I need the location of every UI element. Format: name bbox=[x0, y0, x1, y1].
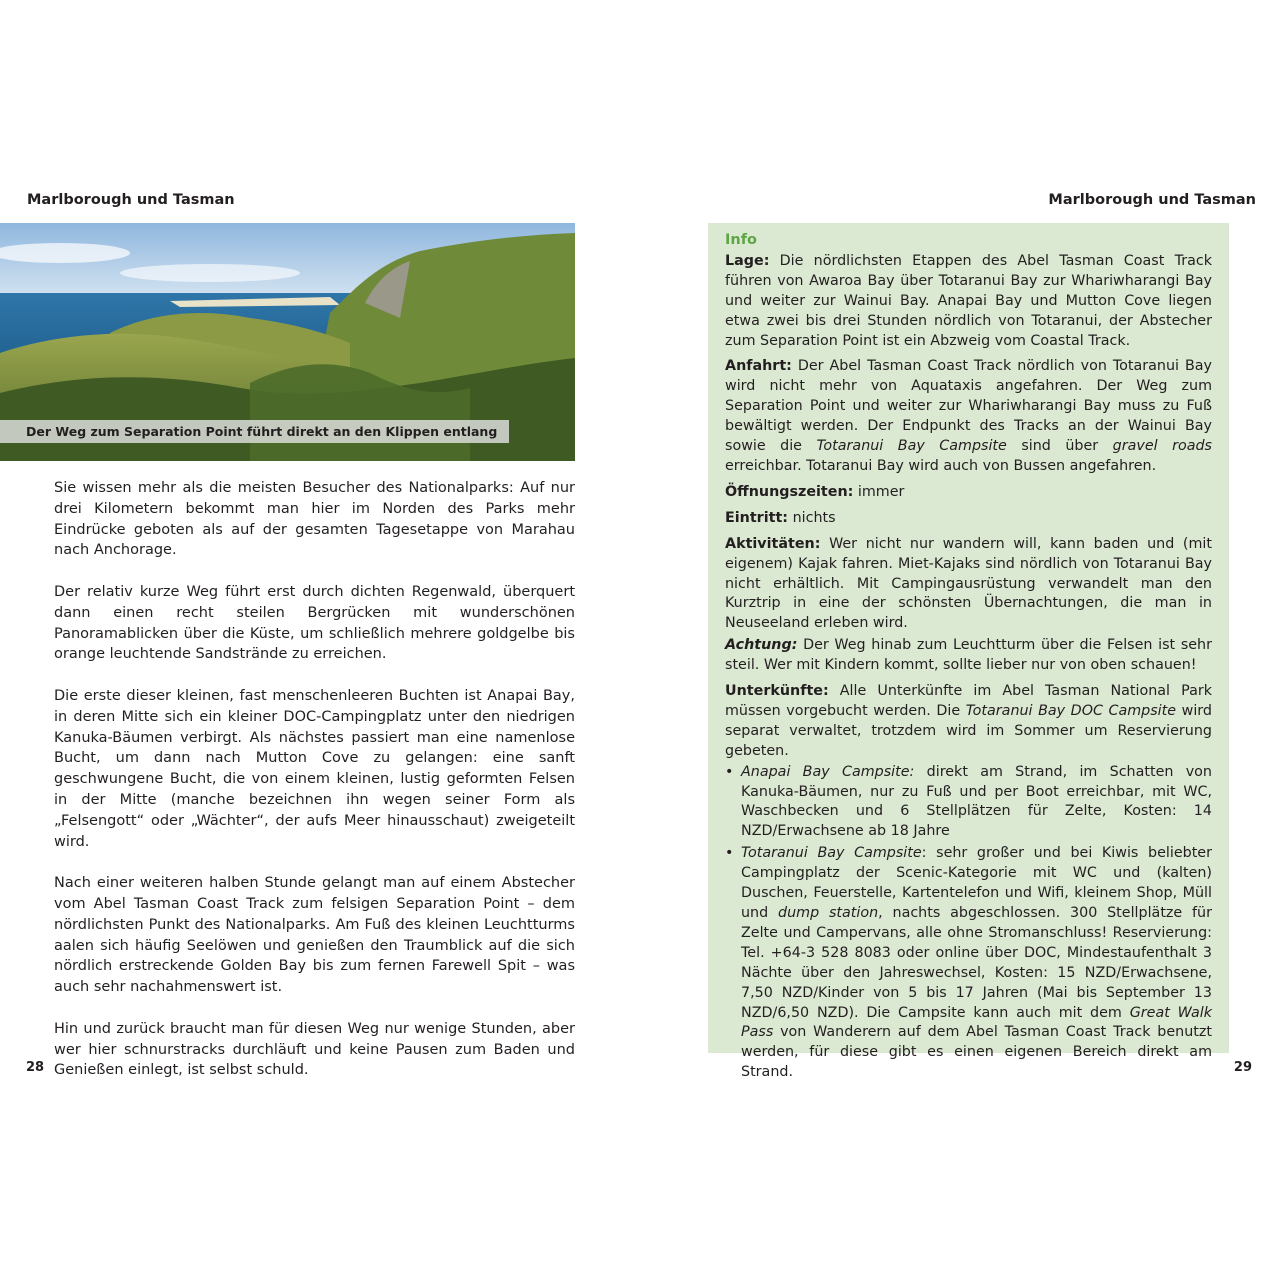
info-anfahrt bbox=[725, 357, 1212, 476]
text-anfahrt: erreichbar. Totaranui Bay wird auch von Bussen angefahren. bbox=[725, 457, 1157, 474]
italic-dump-station: dump station bbox=[778, 905, 879, 921]
italic-great-walk-pass: Great Walk Pass bbox=[741, 1004, 1212, 1041]
text-aktivitaeten: Wer nicht nur wandern will, kann baden und (mit eigenem) Kajak fahren. Miet-Kajaks sind nördlich von Totaranui Bay nicht erhältlich. Mit Campingausrüstung verwandelt man den Kurztrip in eine der schönsten Übernachtungen, die man in Neuseeland erleben wird. bbox=[725, 535, 1212, 632]
info-title: Info bbox=[725, 232, 757, 248]
campsite-details: von Wanderern auf dem Abel Tasman Coast Track benutzt werden, für diese gibt es einen eigenen Bereich direkt am Strand. bbox=[741, 1024, 1212, 1081]
list-item bbox=[725, 763, 1212, 843]
text-achtung: Der Weg hinab zum Leuchtturm über die Felsen ist sehr steil. Wer mit Kindern kommt, sollte lieber nur von oben schauen! bbox=[725, 637, 1212, 674]
photo-caption: Der Weg zum Separation Point führt direkt an den Klippen entlang bbox=[0, 420, 509, 443]
text-oeffnungszeiten: immer bbox=[853, 483, 905, 500]
paragraph: Die erste dieser kleinen, fast menschenleeren Buchten ist Anapai Bay, in deren Mitte sich ein kleiner DOC-Campingplatz unter den niedrigen Kanuka-Bäumen verbirgt. Als nächstes passiert man eine namenlose Bucht, um dann nach Mutton Cove zu gelangen: eine sanft geschwungene Bucht, die von einem kleinen, lustig geformten Felsen in der Mitte (manche bezeichnen ihn wegen seiner Form als „Felsengott“ oder „Wächter“, der aufs Meer hinausschaut) zweigeteilt wird. bbox=[54, 687, 575, 850]
list-item bbox=[725, 844, 1212, 1083]
campsite-details: : sehr großer und bei Kiwis beliebter Campingplatz der Scenic-Kategorie mit WC und (kalten) Duschen, Feuerstelle, Kartentelefon und Wifi, kleinem Shop, Müll und bbox=[741, 845, 1212, 921]
label-unterkuenfte: Unterkünfte: bbox=[725, 683, 829, 700]
italic-doc-campsite: Totaranui Bay DOC Campsite bbox=[965, 702, 1177, 719]
label-anfahrt: Anfahrt: bbox=[725, 358, 792, 375]
paragraph: Sie wissen mehr als die meisten Besucher des Nationalparks: Auf nur drei Kilometern bekommt man hier im Norden des Parks mehr Eindrücke geboten als auf der gesamten Tagesetappe von Marahau nach Anchorage. bbox=[54, 480, 575, 559]
info-oeffnungszeiten bbox=[725, 483, 1212, 503]
campsite-list bbox=[725, 763, 1212, 1084]
italic-gravel-roads: gravel roads bbox=[1112, 438, 1212, 455]
info-unterkuenfte bbox=[725, 682, 1212, 762]
info-lage bbox=[725, 252, 1212, 352]
label-eintritt: Eintritt: bbox=[725, 509, 789, 526]
page-number-left: 28 bbox=[26, 1060, 45, 1075]
campsite-name: Anapai Bay Campsite: bbox=[741, 763, 915, 780]
paragraph: Nach einer weiteren halben Stunde gelangt man auf einem Abstecher vom Abel Tasman Coast Track zum felsigen Separation Point – dem nördlichsten Punkt des Nationalparks. Am Fuß des kleinen Leuchtturms aalen sich häufig Seelöwen und genießen den Traumblick auf die sich nördlich erstreckende Golden Bay bis zum fernen Farewell Spit – was auch sehr nachahmenswert ist. bbox=[54, 875, 575, 996]
running-head-left: Marlborough und Tasman bbox=[27, 192, 235, 208]
label-achtung: Achtung: bbox=[725, 637, 798, 654]
text-unterkuenfte: wird separat verwaltet, trotzdem wird im Sommer um Reservierung gebeten. bbox=[725, 702, 1212, 759]
cloud bbox=[120, 264, 300, 282]
info-box bbox=[708, 223, 1229, 1081]
bullet-icon: • bbox=[725, 845, 734, 862]
campsite-details: direkt am Strand, im Schatten von Kanuka-Bäumen, nur zu Fuß und per Boot erreichbar, mit WC, Waschbecken und 6 Stellplätzen für Zelte, Kosten: 14 NZD/Erwachsene ab 18 Jahre bbox=[741, 763, 1212, 840]
running-head-right: Marlborough und Tasman bbox=[1048, 192, 1256, 208]
italic-campsite: Totaranui Bay Campsite bbox=[816, 438, 1007, 455]
info-achtung bbox=[725, 636, 1212, 676]
main-text-column bbox=[54, 478, 575, 1102]
text-eintritt: nichts bbox=[788, 509, 836, 526]
info-eintritt bbox=[725, 509, 1212, 529]
text-anfahrt: sind über bbox=[1006, 438, 1113, 455]
paragraph: Der relativ kurze Weg führt erst durch dichten Regenwald, überquert dann einen recht steilen Bergrücken mit wunderschönen Panoramablicken über die Küste, um schließlich mehrere goldgelbe bis orange leuchtende Sandstrände zu erreichen. bbox=[54, 583, 575, 663]
campsite-name: Totaranui Bay Campsite bbox=[741, 845, 922, 862]
label-oeffnungszeiten: Öffnungszeiten: bbox=[725, 483, 854, 500]
bullet-icon: • bbox=[725, 763, 734, 780]
text-lage: Die nördlichsten Etappen des Abel Tasman Coast Track führen von Awaroa Bay über Totaranui Bay zur Whariwharangi Bay und weiter zur Wainui Bay. Anapai Bay und Mutton Cove liegen etwa zwei bis drei Stunden nördlich von Totaranui, der Abstecher zum Separation Point ist ein Abzweig vom Coastal Track. bbox=[725, 252, 1212, 349]
text-unterkuenfte: Alle Unterkünfte im Abel Tasman National Park müssen vorgebucht werden. Die bbox=[725, 683, 1212, 719]
paragraph: Hin und zurück braucht man für diesen Weg nur wenige Stunden, aber wer hier schnurstracks durchläuft und keine Pausen zum Baden und Genießen einlegt, ist selbst schuld. bbox=[54, 1020, 575, 1079]
text-anfahrt: Der Abel Tasman Coast Track nördlich von Totaranui Bay wird nicht mehr von Aquataxis angefahren. Der Weg zum Separation Point und weiter zur Whariwharangi Bay muss zu Fuß bewältigt werden. Der Endpunkt des Tracks an der Wainui Bay sowie die bbox=[725, 358, 1212, 455]
label-lage: Lage: bbox=[725, 252, 770, 269]
campsite-details: , nachts abgeschlossen. 300 Stellplätze für Zelte und Campervans, alle ohne Stromanschluss! Reservierung: Tel. +64-3 528 8083 oder online über DOC, Mindestaufenthalt 3 Nächte über den Jahreswechsel, Kosten: 15 NZD/Erwachsene, 7,50 NZD/Kinder von 5 bis 17 Jahren (Mai bis September 13 NZD/6,50 NZD). Die Campsite kann auch mit dem bbox=[741, 905, 1212, 1021]
label-aktivitaeten: Aktivitäten: bbox=[725, 535, 821, 552]
info-aktivitaeten bbox=[725, 535, 1212, 635]
page-number-right: 29 bbox=[1233, 1060, 1252, 1075]
